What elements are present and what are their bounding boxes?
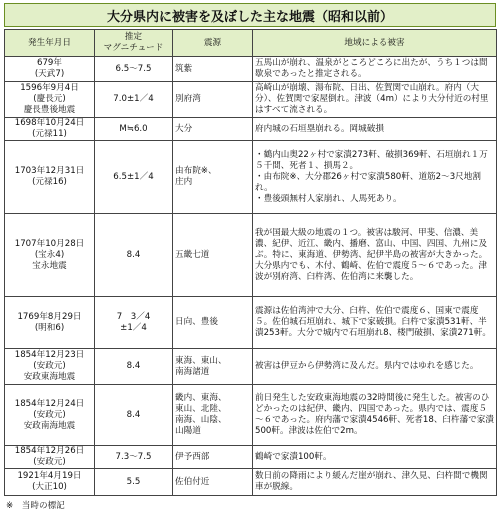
- header-magnitude: 推定 マグニチュード: [95, 30, 173, 57]
- magnitude-cell: 8.4: [95, 214, 173, 297]
- earthquake-table: [4, 29, 497, 496]
- date-cell: 1854年12月23日 (安政元) 安政東海地震: [5, 349, 95, 385]
- source-cell: 由布院※、 庄内: [173, 141, 253, 214]
- magnitude-cell: 8.4: [95, 349, 173, 385]
- table-row: [5, 297, 497, 349]
- source-cell: 大分: [173, 118, 253, 141]
- source-cell: 筑紫: [173, 57, 253, 82]
- source-cell: 五畿七道: [173, 214, 253, 297]
- table-row: [5, 57, 497, 82]
- magnitude-cell: 7.0±1／4: [95, 82, 173, 118]
- table-row: [5, 385, 497, 446]
- damage-cell: 震源は佐伯湾沖で大分、臼杵、佐伯で震度６、国東で震度５。佐伯城石垣崩れ、城下で家破損。臼杵で家潰531軒、半潰253軒。大分で城内で石垣崩れ8、楼門破損、家潰271軒。: [253, 297, 497, 349]
- damage-cell: 数日前の降雨により緩んだ崖が崩れ、津久見、臼杵間で機関車が脱線。: [253, 469, 497, 496]
- damage-cell: 鶴崎で家潰100軒。: [253, 446, 497, 469]
- table-row: [5, 469, 497, 496]
- damage-cell: 被害は伊豆から伊勢湾に及んだ。県内ではゆれを感じた。: [253, 349, 497, 385]
- date-cell: 1596年9月4日 (慶長元) 慶長豊後地震: [5, 82, 95, 118]
- date-cell: 1921年4月19日 (大正10): [5, 469, 95, 496]
- source-cell: 東海、東山、 南海諸道: [173, 349, 253, 385]
- header-date: 発生年月日: [5, 30, 95, 57]
- table-row: [5, 214, 497, 297]
- date-cell: 1707年10月28日 (宝永4) 宝永地震: [5, 214, 95, 297]
- table-row: [5, 118, 497, 141]
- damage-cell: 高崎山が崩壊、湯布院、日出、佐賀関で山崩れ。府内（大分）、佐賀関で家屋倒れ。津波（4m）により大分付近の村里はすべて流される。: [253, 82, 497, 118]
- table-header-row: [5, 30, 497, 57]
- magnitude-cell: 7 3／4 ±1／4: [95, 297, 173, 349]
- table-row: [5, 446, 497, 469]
- magnitude-cell: M≒6.0: [95, 118, 173, 141]
- source-cell: 日向、豊後: [173, 297, 253, 349]
- footnote: ※ 当時の標記: [6, 501, 65, 511]
- header-damage: 地域による被害: [253, 30, 497, 57]
- magnitude-cell: 6.5±1／4: [95, 141, 173, 214]
- date-cell: 1698年10月24日 (元禄11): [5, 118, 95, 141]
- source-cell: 佐伯付近: [173, 469, 253, 496]
- document: [4, 3, 496, 511]
- date-cell: 1854年12月26日 (安政元): [5, 446, 95, 469]
- date-cell: 679年 (天武7): [5, 57, 95, 82]
- header-source: 震源: [173, 30, 253, 57]
- source-cell: 別府湾: [173, 82, 253, 118]
- damage-cell: ・鶴内山奥22ヶ村で家潰273軒、破損369軒、石垣崩れ１万５千間、死者１、損馬２。 ・由布院※、大分郡26ヶ村で家潰580軒、道筋2～3尺地割れ。 ・豊後頭無村人家崩れ、人馬死あり。: [253, 141, 497, 214]
- date-cell: 1769年8月29日 (明和6): [5, 297, 95, 349]
- table-title: 大分県内に被害を及ぼした主な地震（昭和以前）: [4, 3, 496, 27]
- magnitude-cell: 5.5: [95, 469, 173, 496]
- magnitude-cell: 8.4: [95, 385, 173, 446]
- damage-cell: 我が国最大級の地震の１つ。被害は駿河、甲斐、信濃、美濃、紀伊、近江、畿内、播磨、富山、中国、四国、九州に及ぶ。特に、東海道、伊勢湾、紀伊半島の被害が大きかった。大分県内でも、木付、鶴崎、佐伯で震度５～６であった。津波が別府湾、臼杵湾、佐伯湾に来襲した。: [253, 214, 497, 297]
- date-cell: 1703年12月31日 (元禄16): [5, 141, 95, 214]
- source-cell: 伊予西部: [173, 446, 253, 469]
- table-row: [5, 349, 497, 385]
- source-cell: 畿内、東海、 東山、北陸、 南海、山陰、 山陽道: [173, 385, 253, 446]
- damage-cell: 五馬山が崩れ、温泉がところどころに出たが、うち１つは間歇泉であったと推定される。: [253, 57, 497, 82]
- table-row: [5, 82, 497, 118]
- magnitude-cell: 6.5～7.5: [95, 57, 173, 82]
- magnitude-cell: 7.3～7.5: [95, 446, 173, 469]
- damage-cell: 前日発生した安政東海地震の32時間後に発生した。被害のひどかったのは紀伊、畿内、四国であった。県内では、震度５～６であった。府内藩で家潰4546軒、死者18、臼杵藩で家潰500軒。津波は佐伯で2m。: [253, 385, 497, 446]
- table-row: [5, 141, 497, 214]
- date-cell: 1854年12月24日 (安政元) 安政南海地震: [5, 385, 95, 446]
- damage-cell: 府内城の石垣塁崩れる。岡城破損: [253, 118, 497, 141]
